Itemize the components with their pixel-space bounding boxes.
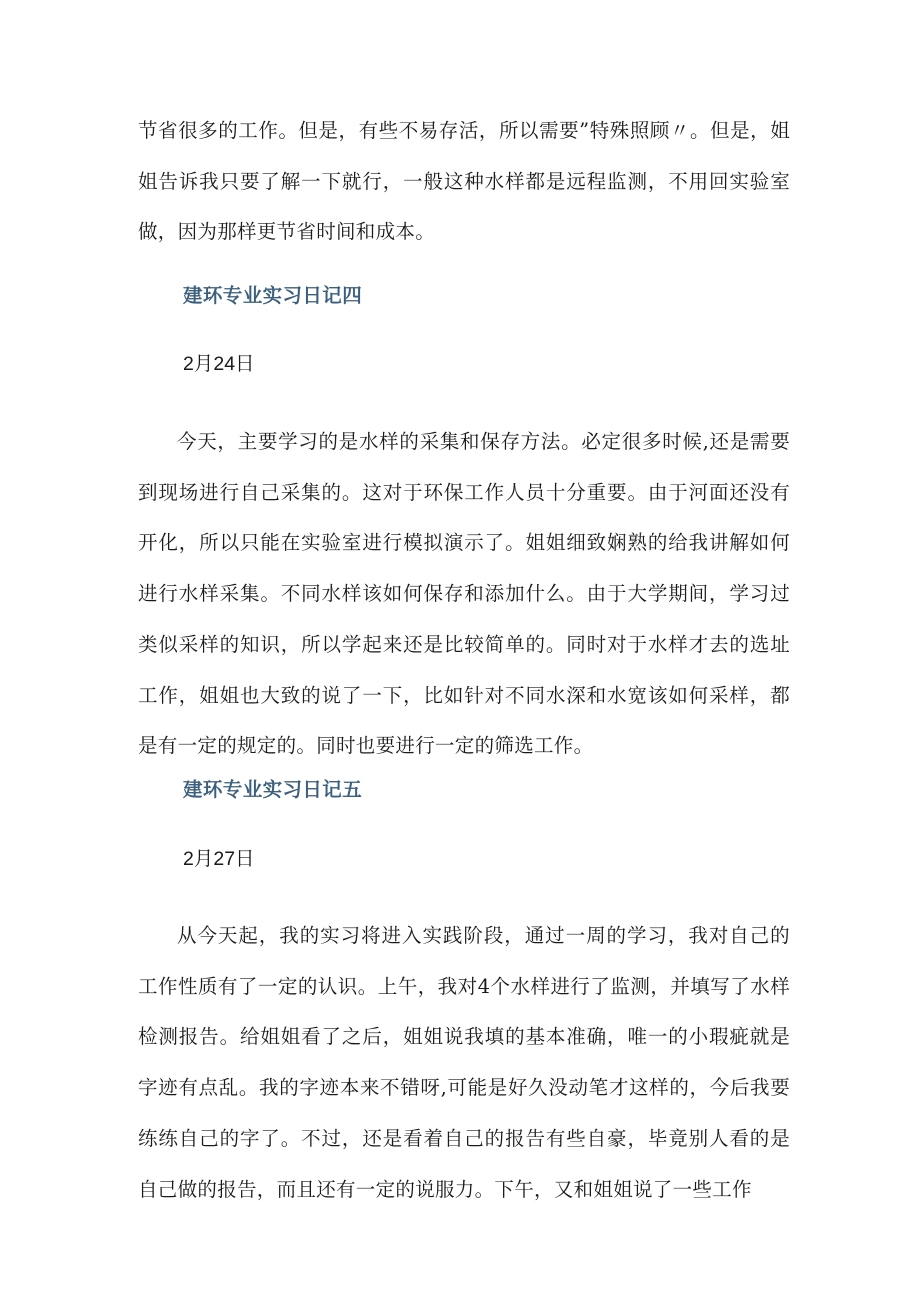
- diary-four-date: 2月24日: [183, 353, 255, 375]
- diary-five-body: 从今天起，我的实习将进入实践阶段，通过一周的学习，我对自己的工作性质有了一定的认识。上午，我对4个水样进行了监测，并填写了水样检测报告。给姐姐看了之后，姐姐说我填的基本准确，唯一的小瑕疵就是字迹有点乱。我的字迹本来不错呀,可能是好久没动笔才这样的，今后我要练练自己的字了。不过，还是看着自己的报告有些自豪，毕竟别人看的是自己做的报告，而且还有一定的说服力。下午，又和姐姐说了一些工作: [138, 924, 790, 1201]
- continued-paragraph: 节省很多的工作。但是，有些不易存活，所以需要”特殊照顾〃。但是，姐姐告诉我只要了解一下就行，一般这种水样都是远程监测，不用回实验室做，因为那样更节省时间和成本。: [138, 119, 790, 244]
- diary-five-heading: 建环专业实习日记五: [183, 778, 363, 801]
- diary-five-date: 2月27日: [183, 848, 255, 870]
- diary-four-heading: 建环专业实习日记四: [183, 284, 363, 307]
- diary-four-body: 今天，主要学习的是水样的采集和保存方法。必定很多时候,还是需要到现场进行自己采集的。这对于环保工作人员十分重要。由于河面还没有开化，所以只能在实验室进行模拟演示了。姐姐细致娴熟的给我讲解如何进行水样采集。不同水样该如何保存和添加什么。由于大学期间，学习过类似采样的知识，所以学起来还是比较简单的。同时对于水样才去的选址工作，姐姐也大致的说了一下，比如针对不同水深和水宽该如何采样，都是有一定的规定的。同时也要进行一定的筛选工作。: [138, 430, 790, 758]
